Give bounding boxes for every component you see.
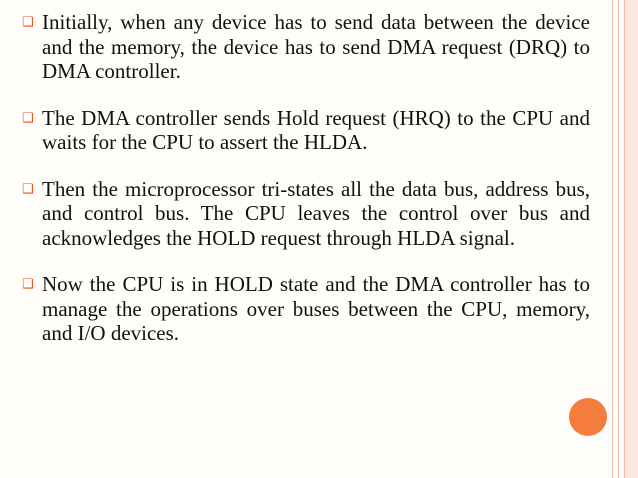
bullet-text: Now the CPU is in HOLD state and the DMA controller has to manage the operations over buses between the CPU, memory, and I/O devices. [42,272,590,345]
decorative-rule [618,0,619,478]
bullet-list [20,10,590,368]
bullet-text: Then the microprocessor tri-states all the data bus, address bus, and control bus. The CPU leaves the control over bus and acknowledges the HOLD request through HLDA signal. [42,176,590,250]
bullet-item-hold-state [20,272,590,346]
bullet-text: The DMA controller sends Hold request (HRQ) to the CPU and waits for the CPU to assert the HLDA. [42,105,590,154]
decorative-orange-circle [569,398,607,436]
bullet-item-hold-request [20,106,590,155]
bullet-item-device-request [20,10,590,84]
bullet-item-tri-state [20,177,590,251]
square-bullet-icon: ❑ [22,277,34,292]
decorative-band [625,0,638,478]
square-bullet-icon: ❑ [22,15,34,30]
decorative-rule [612,0,613,478]
square-bullet-icon: ❑ [22,110,34,126]
bullet-text: Initially, when any device has to send data between the device and the memory, the device has to send DMA request (DRQ) to DMA controller. [42,10,590,83]
square-bullet-icon: ❑ [22,181,34,197]
